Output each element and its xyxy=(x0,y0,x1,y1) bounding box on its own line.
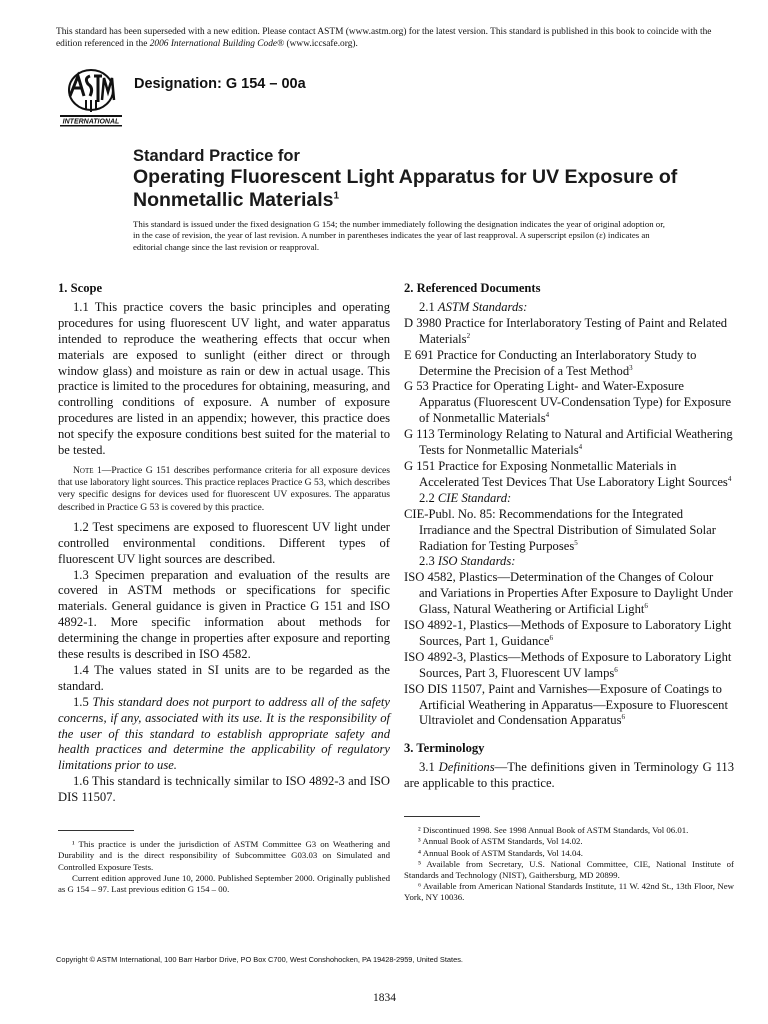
ref-iso11507-text: ISO DIS 11507, Paint and Varnishes—Exposure of Coatings to Artificial Weathering in Apparatus—Exposure to Fluorescent Ultraviolet and Condensation Apparatus xyxy=(404,681,728,728)
astm-logo-graphic xyxy=(58,66,126,128)
left-column xyxy=(58,281,390,895)
astm-logo xyxy=(58,66,126,128)
ref-g151-text: G 151 Practice for Exposing Nonmetallic Materials in Accelerated Test Devices That Use Laboratory Light Sources xyxy=(404,458,728,489)
supersession-notice xyxy=(56,26,716,50)
astm-standards-label: ASTM Standards: xyxy=(437,299,528,314)
ref-g53 xyxy=(404,379,734,427)
ref-iso4582 xyxy=(404,570,734,618)
ref-iso4892-1-mark: 6 xyxy=(549,633,553,642)
ref-iso4582-text: ISO 4582, Plastics—Determination of the Changes of Colour and Variations in Properties After Exposure to Daylight Under Glass, Natural Weathering or Artificial Light xyxy=(404,570,733,617)
notice-text-2: ® (www.iccsafe.org). xyxy=(277,39,358,50)
section-1-heading: 1. Scope xyxy=(58,281,103,295)
title-prefix: Standard Practice for xyxy=(133,147,300,165)
note-1-label: Note 1 xyxy=(73,464,102,476)
footnote-4: ⁴ Annual Book of ASTM Standards, Vol 14.04. xyxy=(418,847,584,858)
footnote-5: ⁵ Available from Secretary, U.S. National Committee, CIE, National Institute of Standards and Technology (NIST), Gaithersburg, MD 20899. xyxy=(404,858,734,880)
ref-iso4582-mark: 6 xyxy=(644,601,648,610)
ref-g53-mark: 4 xyxy=(545,411,550,420)
ref-g151 xyxy=(404,459,734,491)
ref-iso11507 xyxy=(404,682,734,730)
iso-standards-number: 2.3 xyxy=(419,554,438,569)
ref-e691-text: E 691 Practice for Conducting an Interlaboratory Study to Determine the Precision of a Test Method xyxy=(404,347,697,378)
title-block xyxy=(133,146,733,211)
page-number: 1834 xyxy=(373,992,396,1004)
cie-standard-label: CIE Standard: xyxy=(437,490,512,505)
ref-cie85 xyxy=(404,507,734,555)
astm-standards-number: 2.1 xyxy=(419,299,438,314)
paragraph-3-1-term: Definitions xyxy=(438,760,495,775)
section-2-heading: 2. Referenced Documents xyxy=(404,281,541,295)
note-1 xyxy=(58,465,390,514)
title-text: Operating Fluorescent Light Apparatus for UV Exposure of Nonmetallic Materials xyxy=(133,166,678,211)
designation: Designation: G 154 – 00a xyxy=(134,76,306,92)
paragraph-1-4: 1.4 The values stated in SI units are to be regarded as the standard. xyxy=(58,662,390,693)
paragraph-1-5 xyxy=(58,695,390,775)
ref-e691-mark: 3 xyxy=(629,363,633,372)
ref-g113 xyxy=(404,427,734,459)
paragraph-1-5-text: This standard does not purport to address all of the safety concerns, if any, associated with its use. It is the responsibility of the user of this standard to establish appropriate safety and health practices and determine the applicability of regulatory limitations prior to use. xyxy=(58,694,390,773)
iso-standards-label: ISO Standards: xyxy=(437,554,516,569)
cie-standard-heading xyxy=(419,491,734,507)
footnote-6: ⁶ Available from American National Standards Institute, 11 W. 42nd St., 13th Floor, New York, NY 10036. xyxy=(404,881,734,903)
paragraph-1-3: 1.3 Specimen preparation and evaluation of the results are covered in ASTM methods or specifications for specific materials. General guidance is given in Practice G 151 and ISO 4892-1. More specific information about methods for determining the change in properties after exposure and reporting these results is described in ISO 4582. xyxy=(58,567,390,662)
ref-iso4892-1-text: ISO 4892-1, Plastics—Methods of Exposure to Laboratory Light Sources, Part 1, Guidance xyxy=(404,618,732,648)
ref-g113-text: G 113 Terminology Relating to Natural and Artificial Weathering Tests for Nonmetallic Materials xyxy=(404,427,733,458)
paragraph-1-5-number: 1.5 xyxy=(73,694,93,709)
document-title xyxy=(133,166,733,211)
footnote-3: ³ Annual Book of ASTM Standards, Vol 14.02. xyxy=(418,836,583,847)
title-footnote-mark: 1 xyxy=(333,190,340,201)
ref-iso4892-3-mark: 6 xyxy=(614,665,618,674)
ref-iso4892-1 xyxy=(404,618,734,650)
note-1-text: —Practice G 151 describes performance criteria for all exposure devices that use laboratory light sources. This practice replaces Practice G 53, which describes very specific designs for devices used for fluorescent UV exposures. The apparatus described in Practice G 53 is covered by this practice. xyxy=(58,464,390,513)
logo-caption: INTERNATIONAL xyxy=(62,118,120,126)
ref-iso4892-3 xyxy=(404,650,734,682)
astm-standards-heading xyxy=(419,300,734,316)
paragraph-1-2: 1.2 Test specimens are exposed to fluorescent UV light under controlled environmental conditions. Different types of fluorescent UV light sources are described. xyxy=(58,519,390,566)
footnote-1-edition: Current edition approved June 10, 2000. Published September 2000. Originally published as G 154 – 97. Last previous edition G 154 – 00. xyxy=(58,872,390,894)
copyright-footer: Copyright © ASTM International, 100 Barr Harbor Drive, PO Box C700, West Conshohocken, PA 19428-2959, United States. xyxy=(56,955,463,964)
ref-e691 xyxy=(404,348,734,380)
ref-g151-mark: 4 xyxy=(727,474,732,483)
footnote-2: ² Discontinued 1998. See 1998 Annual Book of ASTM Standards, Vol 06.01. xyxy=(418,825,689,836)
ref-d3980-text: D 3980 Practice for Interlaboratory Testing of Paint and Related Materials xyxy=(404,315,728,346)
ref-d3980 xyxy=(404,316,734,348)
notice-text-1: This standard has been superseded with a new edition. Please contact ASTM (www.astm.org) for the latest version. This standard is published in this book to coincide with the edition referenced in the xyxy=(56,27,712,50)
footnote-1: ¹ This practice is under the jurisdiction of ASTM Committee G3 on Weathering and Durability and is the direct responsibility of Subcommittee G03.03 on Simulated and Controlled Exposure Tests. xyxy=(58,839,390,872)
ref-iso11507-mark: 6 xyxy=(621,713,626,722)
cie-standard-number: 2.2 xyxy=(419,490,438,505)
paragraph-1-1: 1.1 This practice covers the basic principles and operating procedures for using fluorescent UV light, and water apparatus intended to reproduce the weathering effects that occur when materials are exposed to sunlight (either direct or through window glass) and moisture as rain or dew in actual usage. This practice is limited to the procedures for obtaining, measuring, and controlling conditions of exposure. A number of exposure procedures are listed in an appendix; however, this practice does not specify the exposure conditions best suited for the material to be tested. xyxy=(58,299,390,458)
iso-standards-heading xyxy=(419,554,734,570)
right-column xyxy=(404,281,734,904)
section-3-heading: 3. Terminology xyxy=(404,741,485,756)
ref-cie85-text: CIE-Publ. No. 85: Recommendations for the Integrated Irradiance and the Spectral Distribution of Simulated Solar Radiation for Testing Purposes xyxy=(404,506,716,553)
ref-g113-mark: 4 xyxy=(578,442,583,451)
notice-code-title: 2006 International Building Code xyxy=(149,39,278,50)
ref-cie85-mark: 5 xyxy=(574,538,578,547)
ref-iso4892-3-text: ISO 4892-3, Plastics—Methods of Exposure to Laboratory Light Sources, Part 3, Fluorescent UV lamps xyxy=(404,649,732,680)
ref-d3980-mark: 2 xyxy=(466,331,471,340)
paragraph-3-1-number: 3.1 xyxy=(419,760,439,775)
ref-g53-text: G 53 Practice for Operating Light- and Water-Exposure Apparatus (Fluorescent UV-Condensation Type) for Exposure of Nonmetallic Materials xyxy=(404,379,732,426)
issue-note: This standard is issued under the fixed designation G 154; the number immediately following the designation indicates the year of original adoption or, in the case of revision, the year of last revision. A number in parentheses indicates the year of last reapproval. A superscript epsilon (ε) indicates an editorial change since the last revision or reapproval. xyxy=(133,219,665,252)
paragraph-3-1 xyxy=(404,760,734,792)
paragraph-1-6: 1.6 This standard is technically similar to ISO 4892-3 and ISO DIS 11507. xyxy=(58,774,390,805)
paragraph-3-1-text: —The definitions given in Terminology G 113 are applicable to this practice. xyxy=(404,760,734,791)
